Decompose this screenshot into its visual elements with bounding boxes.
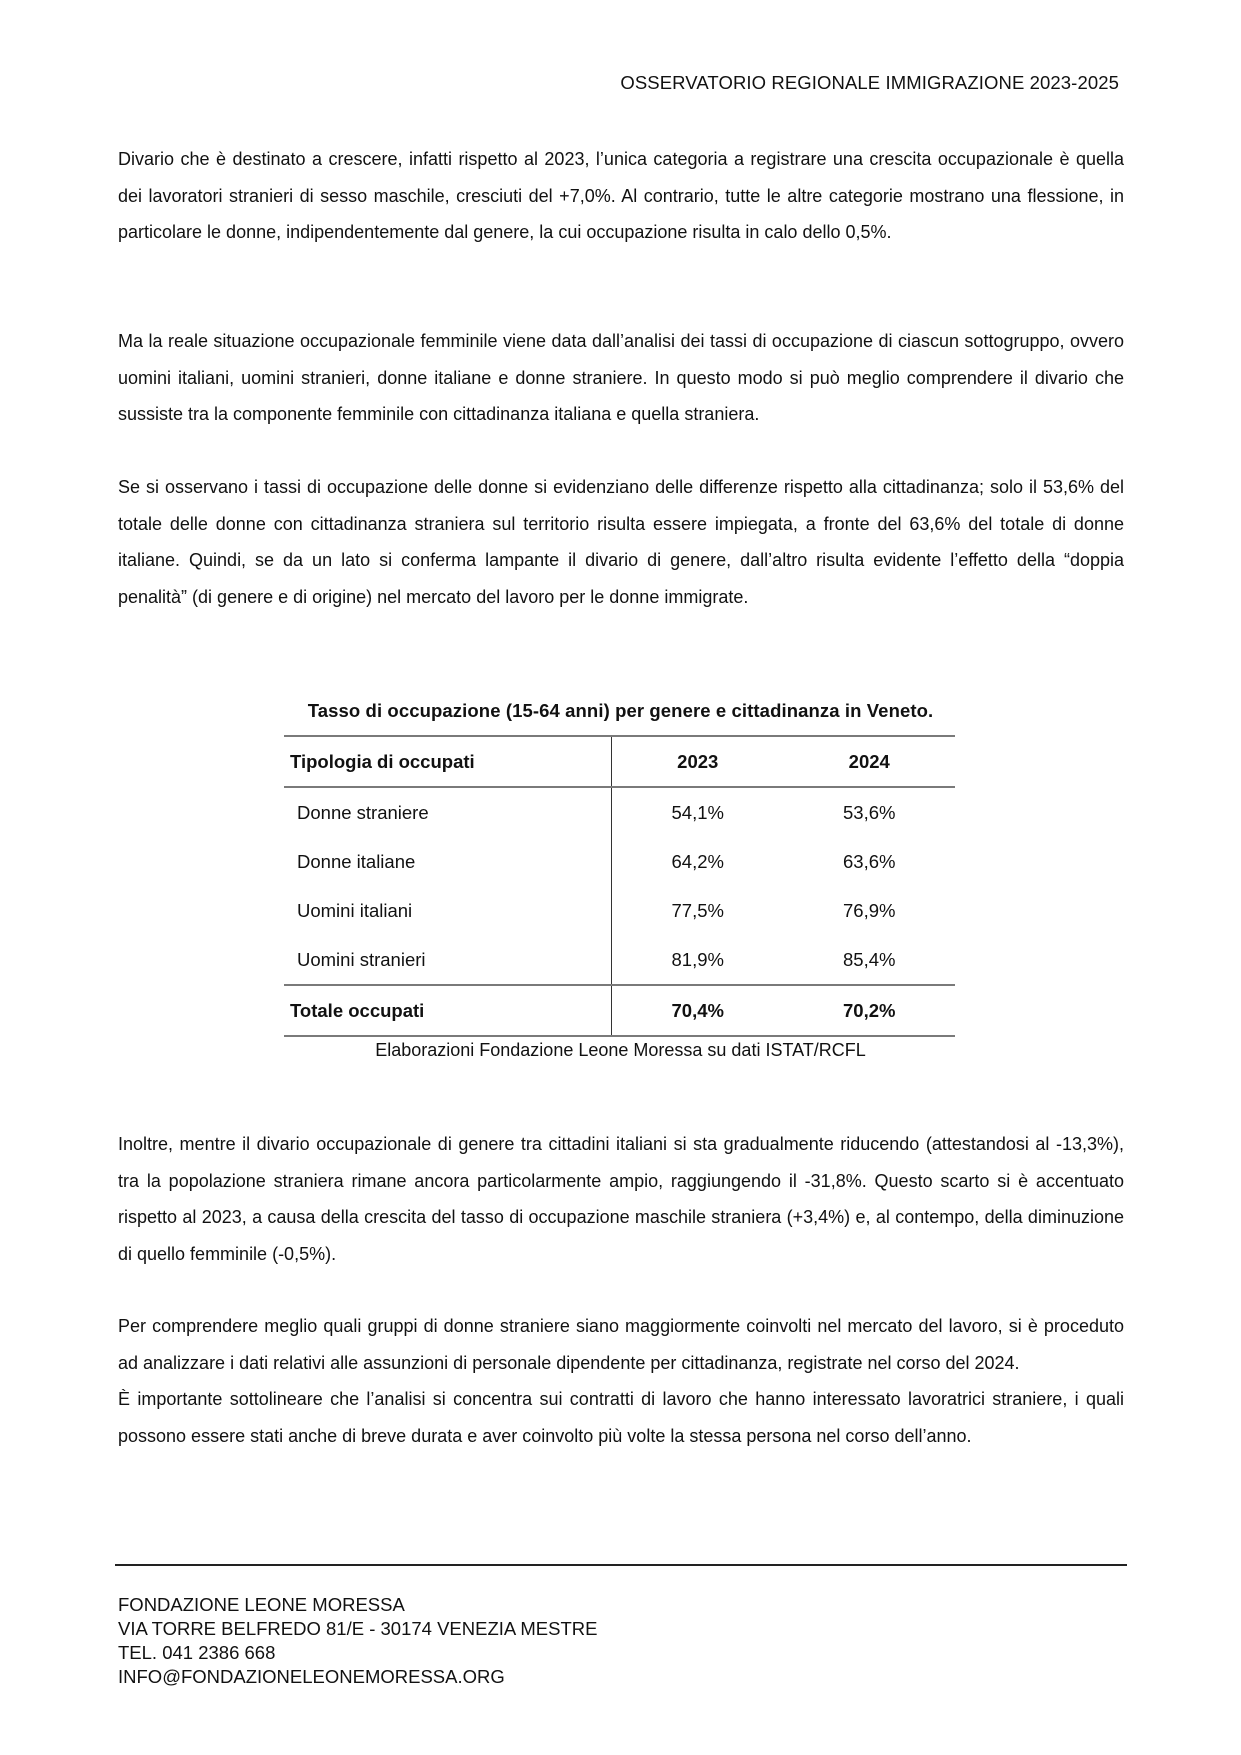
row-label: Uomini stranieri bbox=[284, 935, 611, 985]
paragraph-text: È importante sottolineare che l’analisi si concentra sui contratti di lavoro che hanno interessato lavoratrici straniere, i quali possono essere stati anche di breve durata e aver coinvolto più volte la stessa persona nel corso dell’anno. bbox=[118, 1389, 1124, 1446]
table-header-row bbox=[284, 736, 955, 787]
paragraph-text: Per comprendere meglio quali gruppi di donne straniere siano maggiormente coinvolti nel mercato del lavoro, si è proceduto ad analizzare i dati relativi alle assunzioni di personale dipendente per cittadinanza, registrate nel corso del 2024. bbox=[118, 1316, 1124, 1373]
footer-divider bbox=[115, 1564, 1127, 1566]
row-label: Donne straniere bbox=[284, 787, 611, 837]
paragraph-5 bbox=[118, 1308, 1124, 1381]
table-source-note: Elaborazioni Fondazione Leone Moressa su dati ISTAT/RCFL bbox=[375, 1040, 866, 1060]
table-caption: Tasso di occupazione (15-64 anni) per genere e cittadinanza in Veneto. bbox=[307, 700, 934, 721]
page-footer bbox=[118, 1593, 597, 1689]
value-2024: 85,4% bbox=[843, 948, 896, 970]
paragraph-4 bbox=[118, 1126, 1124, 1272]
table-total-row bbox=[284, 985, 955, 1036]
paragraph-1 bbox=[118, 141, 1124, 251]
page-header-title: OSSERVATORIO REGIONALE IMMIGRAZIONE 2023-2025 bbox=[620, 72, 1119, 93]
column-header-2023: 2023 bbox=[677, 750, 719, 772]
employment-rate-table bbox=[284, 735, 955, 1037]
paragraph-6 bbox=[118, 1381, 1124, 1454]
table-row bbox=[284, 837, 955, 886]
row-label: Donne italiane bbox=[284, 837, 611, 886]
row-label: Uomini italiani bbox=[284, 886, 611, 935]
column-header-2024: 2024 bbox=[848, 750, 890, 772]
paragraph-text: Ma la reale situazione occupazionale femminile viene data dall’analisi dei tassi di occupazione di ciascun sottogruppo, ovvero uomini italiani, uomini stranieri, donne italiane e donne straniere. In questo modo si può meglio comprendere il divario che sussiste tra la componente femminile con cittadinanza italiana e quella straniera. bbox=[118, 331, 1124, 424]
paragraph-text: Divario che è destinato a crescere, infatti rispetto al 2023, l’unica categoria a registrare una crescita occupazionale è quella dei lavoratori stranieri di sesso maschile, cresciuti del +7,0%. Al contrario, tutte le altre categorie mostrano una flessione, in particolare le donne, indipendentemente dal genere, la cui occupazione risulta in calo dello 0,5%. bbox=[118, 149, 1124, 242]
total-2024: 70,2% bbox=[843, 999, 896, 1021]
value-2023: 77,5% bbox=[671, 899, 724, 921]
paragraph-2 bbox=[118, 323, 1124, 433]
paragraph-3 bbox=[118, 469, 1124, 615]
footer-phone: TEL. 041 2386 668 bbox=[118, 1642, 276, 1663]
footer-org-name: FONDAZIONE LEONE MORESSA bbox=[118, 1594, 405, 1615]
table-row bbox=[284, 787, 955, 837]
value-2024: 53,6% bbox=[843, 801, 896, 823]
table-row bbox=[284, 886, 955, 935]
footer-address: VIA TORRE BELFREDO 81/E - 30174 VENEZIA MESTRE bbox=[118, 1618, 598, 1639]
paragraph-text: Inoltre, mentre il divario occupazionale di genere tra cittadini italiani si sta gradualmente riducendo (attestandosi al -13,3%), tra la popolazione straniera rimane ancora particolarmente ampio, raggiungendo il -31,8%. Questo scarto si è accentuato rispetto al 2023, a causa della crescita del tasso di occupazione maschile straniera (+3,4%) e, al contempo, della diminuzione di quello femminile (-0,5%). bbox=[118, 1134, 1124, 1264]
footer-email: INFO@FONDAZIONELEONEMORESSA.ORG bbox=[118, 1666, 505, 1687]
value-2023: 64,2% bbox=[671, 850, 724, 872]
total-2023: 70,4% bbox=[671, 999, 724, 1021]
table-row bbox=[284, 935, 955, 985]
value-2024: 63,6% bbox=[843, 850, 896, 872]
total-label: Totale occupati bbox=[284, 985, 611, 1036]
value-2023: 81,9% bbox=[671, 948, 724, 970]
value-2023: 54,1% bbox=[671, 801, 724, 823]
column-header-type: Tipologia di occupati bbox=[284, 736, 611, 787]
value-2024: 76,9% bbox=[843, 899, 896, 921]
paragraph-text: Se si osservano i tassi di occupazione delle donne si evidenziano delle differenze rispetto alla cittadinanza; solo il 53,6% del totale delle donne con cittadinanza straniera sul territorio risulta essere impiegata, a fronte del 63,6% del totale di donne italiane. Quindi, se da un lato si conferma lampante il divario di genere, dall’altro risulta evidente l’effetto della “doppia penalità” (di genere e di origine) nel mercato del lavoro per le donne immigrate. bbox=[118, 477, 1124, 607]
